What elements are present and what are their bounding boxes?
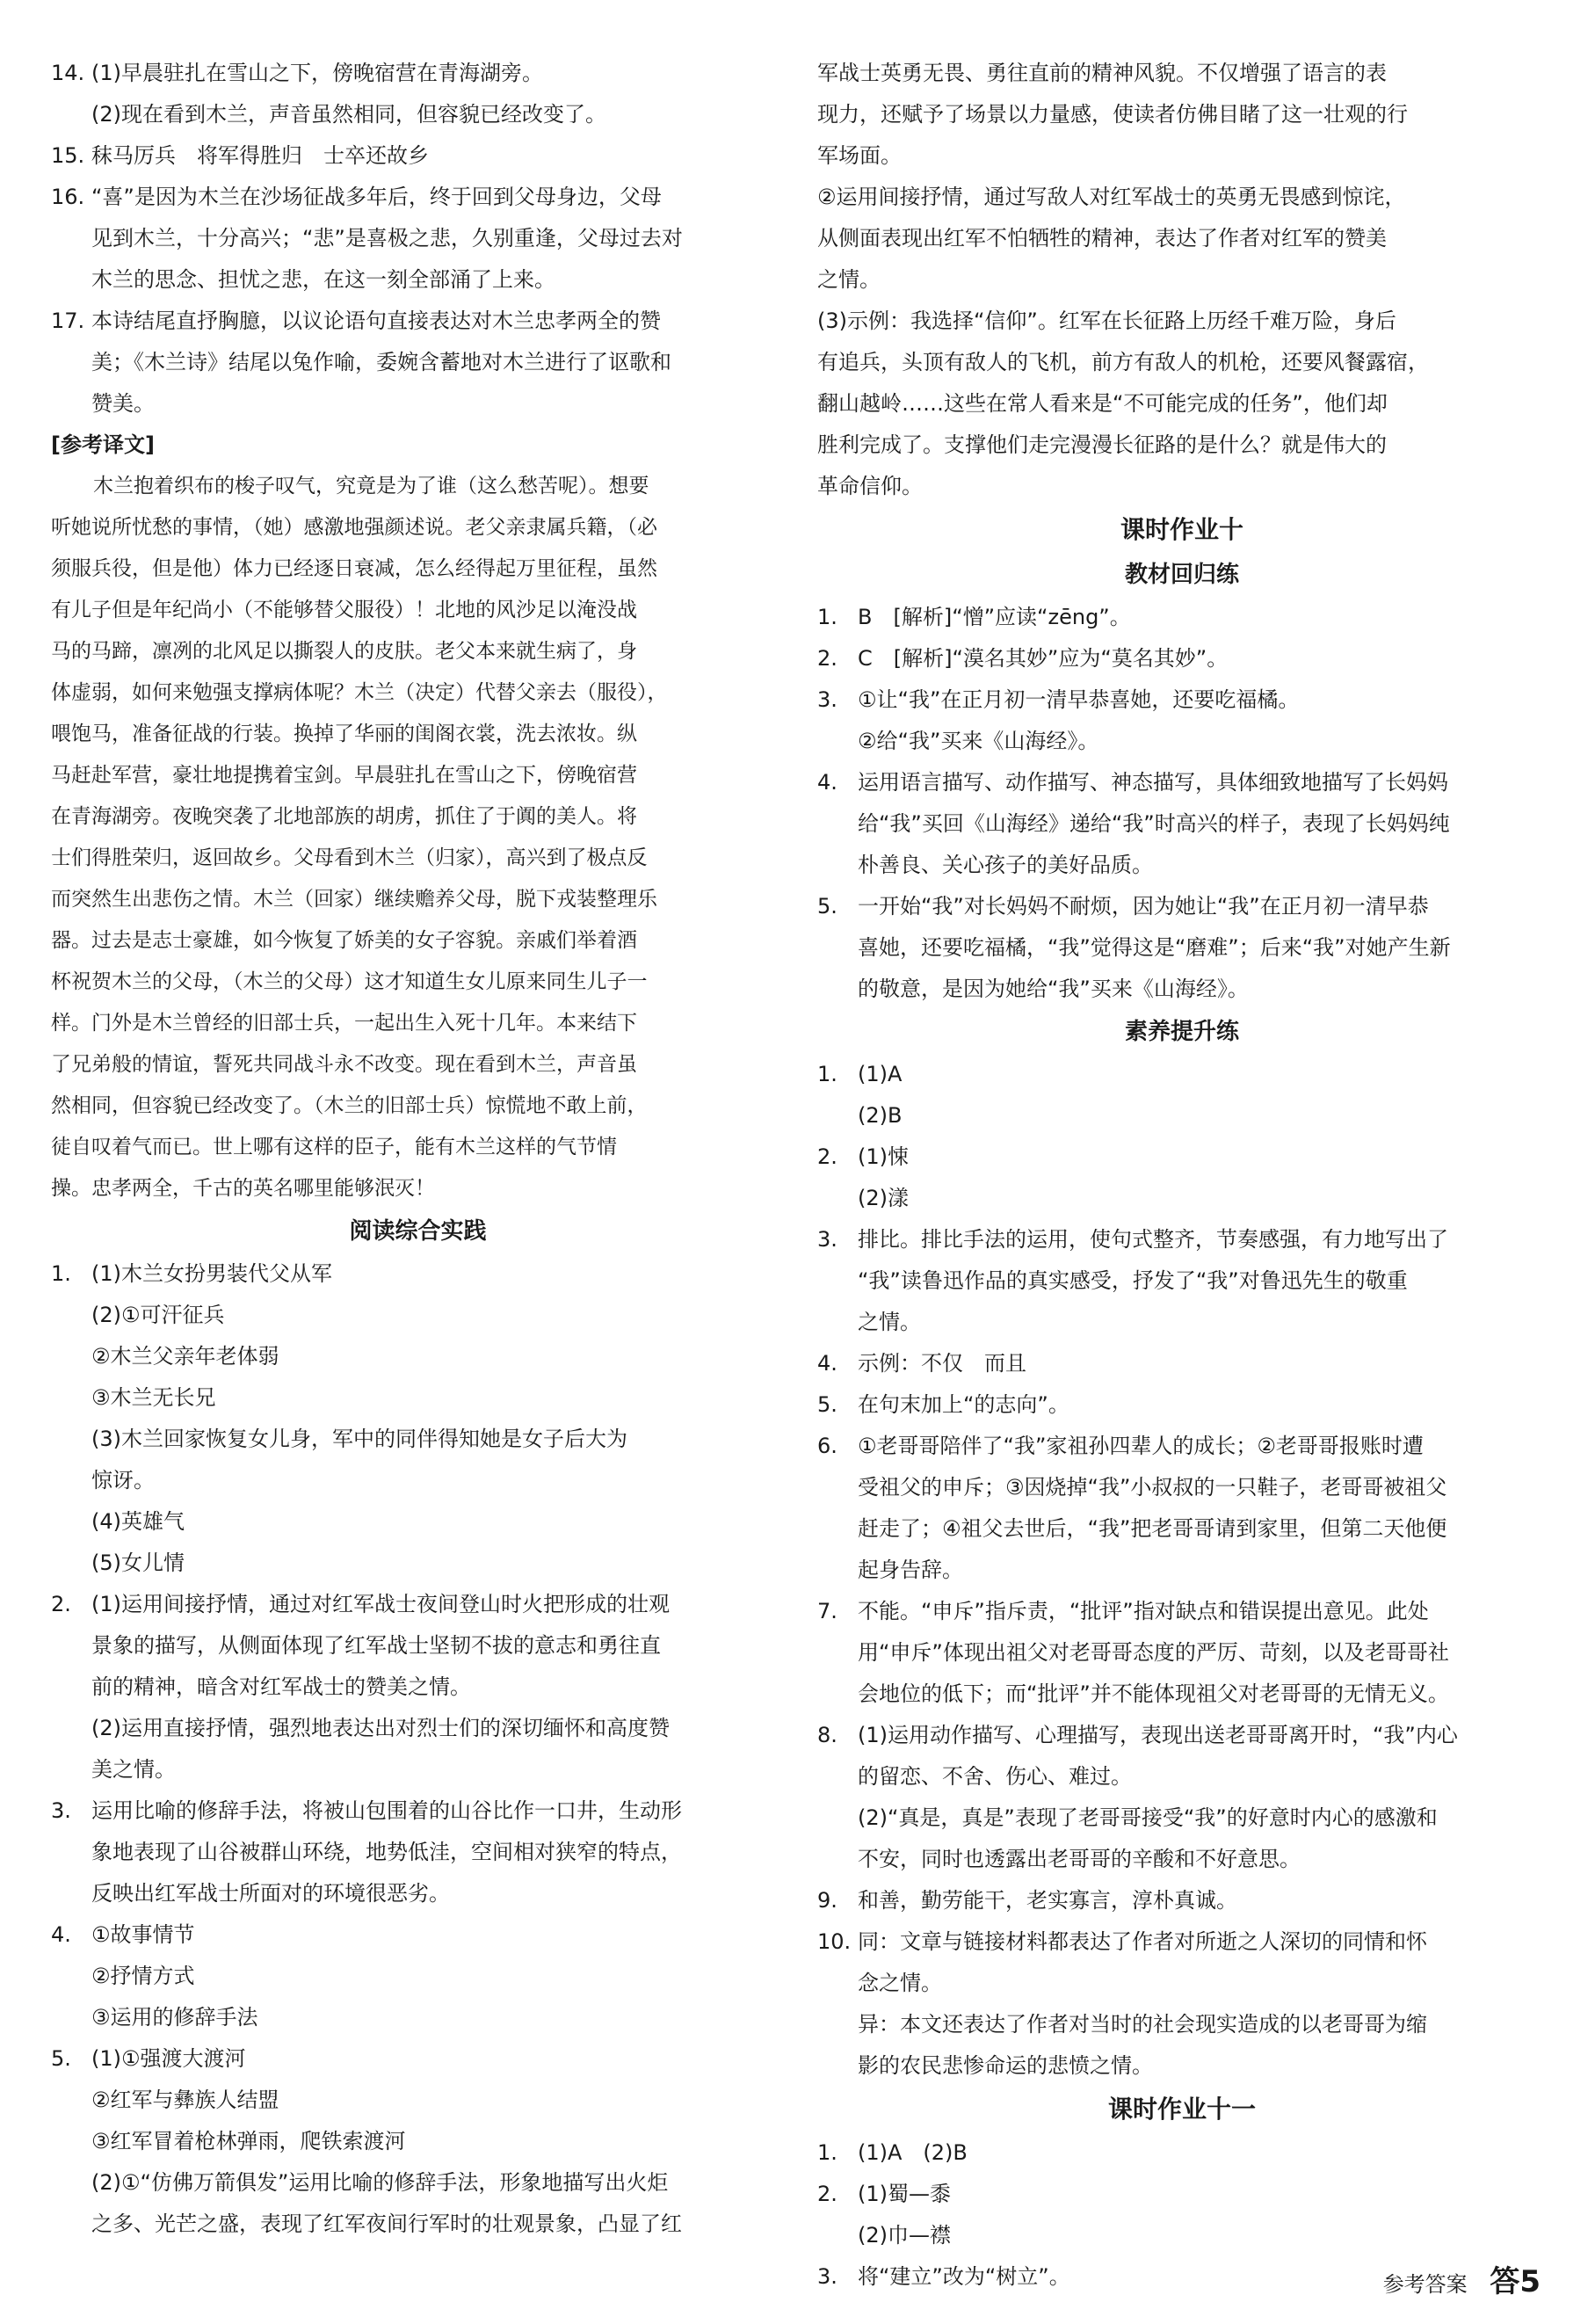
- answer-line: 给“我”买回《山海经》递给“我”时高兴的样子，表现了长妈妈纯: [858, 811, 1450, 836]
- answer-line: (2)①“仿佛万箭俱发”运用比喻的修辞手法，形象地描写出火炬: [91, 2170, 669, 2195]
- item-number: 9.: [817, 1888, 837, 1913]
- translation-line: 听她说所忧愁的事情，（她）感激地强颜述说。老父亲隶属兵籍，（必: [51, 516, 657, 539]
- answer-line: 的敬意，是因为她给“我”买来《山海经》。: [858, 977, 1249, 1001]
- right-column: [817, 53, 1547, 2298]
- answer-line: 军战士英勇无畏、勇往直前的精神风貌。不仅增强了语言的表: [817, 61, 1387, 85]
- answer-line: 排比。排比手法的运用，使句式整齐，节奏感强，有力地写出了: [858, 1227, 1448, 1252]
- answer-line: 将“建立”改为“树立”。: [858, 2264, 1070, 2289]
- answer-line: 翻山越岭……这些在常人看来是“不可能完成的任务”，他们却: [817, 391, 1388, 416]
- answer-item: [817, 597, 1547, 638]
- answer-line: 惊讶。: [91, 1468, 155, 1492]
- translation-line: 了兄弟般的情谊，誓死共同战斗永不改变。现在看到木兰，声音虽: [51, 1053, 637, 1076]
- answer-item: [51, 1790, 785, 1914]
- answer-item: [817, 1343, 1547, 1384]
- item-number: 2.: [817, 1144, 837, 1169]
- item-number: 1.: [817, 1062, 837, 1086]
- answer-line: 示例：不仅 而且: [858, 1351, 1026, 1376]
- answer-line: (1)木兰女扮男装代父从军: [91, 1261, 332, 1286]
- answer-line: C [解析]“漠名其妙”应为“莫名其妙”。: [858, 646, 1229, 671]
- answer-line: (2)B: [858, 1103, 903, 1128]
- section-heading: 阅读综合实践: [349, 1218, 487, 1245]
- translation-line: 样。门外是木兰曾经的旧部士兵，一起出生入死十几年。本来结下: [51, 1012, 637, 1035]
- item-number: 5.: [817, 1392, 837, 1417]
- translation-line: 操。忠孝两全，千古的英名哪里能够泯灭！: [51, 1177, 435, 1200]
- answer-line: (1)悚: [858, 1144, 909, 1169]
- answer-line: (1)蜀—黍: [858, 2182, 951, 2206]
- item-number: 1.: [51, 1261, 71, 1286]
- item-number: 15.: [51, 143, 85, 168]
- answer-line: 用“申斥”体现出祖父对老哥哥态度的严厉、苛刻，以及老哥哥社: [858, 1640, 1449, 1665]
- answer-line: ③运用的修辞手法: [91, 2005, 258, 2030]
- answer-line: 不能。“申斥”指斥责，“批评”指对缺点和错误提出意见。此处: [858, 1599, 1429, 1623]
- translation-line: 喂饱马，准备征战的行装。换掉了华丽的闺阁衣裳，洗去浓妆。纵: [51, 723, 637, 745]
- answer-line: ②抒情方式: [91, 1964, 195, 1988]
- answer-item: [817, 762, 1547, 886]
- left-column: [51, 53, 785, 2245]
- translation-line: 马的马蹄，凛冽的北风足以撕裂人的皮肤。老父本来就生病了，身: [51, 640, 637, 663]
- answer-line: (1)早晨驻扎在雪山之下，傍晚宿营在青海湖旁。: [91, 61, 543, 85]
- answer-item: [817, 638, 1547, 679]
- item-number: 2.: [817, 646, 837, 671]
- answer-line: ③木兰无长兄: [91, 1385, 216, 1410]
- answer-line: 同：文章与链接材料都表达了作者对所逝之人深切的同情和怀: [858, 1929, 1427, 1954]
- translation-line: 杯祝贺木兰的父母，（木兰的父母）这才知道生女儿原来同生儿子一: [51, 970, 648, 993]
- section-heading: 教材回归练: [1124, 562, 1239, 588]
- answer-line: ①故事情节: [91, 1922, 195, 1947]
- answer-line: “我”读鲁迅作品的真实感受，抒发了“我”对鲁迅先生的敬重: [858, 1268, 1408, 1293]
- answer-item: [817, 2174, 1547, 2256]
- answer-line: (1)①强渡大渡河: [91, 2046, 246, 2071]
- item-number: 10.: [817, 1929, 852, 1954]
- answer-item: [51, 2038, 785, 2245]
- lesson-heading: 课时作业十一: [1107, 2095, 1256, 2124]
- answer-line: 革命信仰。: [817, 474, 923, 498]
- answer-line: (3)示例：我选择“信仰”。红军在长征路上历经千难万险，身后: [817, 309, 1396, 333]
- answer-item: [817, 1880, 1547, 1921]
- answer-line: 一开始“我”对长妈妈不耐烦，因为她让“我”在正月初一清早恭: [858, 894, 1429, 919]
- answer-line: 本诗结尾直抒胸臆，以议论语句直接表达对木兰忠孝两全的赞: [91, 309, 661, 333]
- answer-line: 赞美。: [91, 391, 155, 416]
- answer-item: [51, 53, 785, 135]
- answer-line: 影的农民悲惨命运的悲愤之情。: [858, 2053, 1153, 2078]
- answer-line: (2)运用直接抒情，强烈地表达出对烈士们的深切缅怀和高度赞: [91, 1716, 670, 1740]
- answer-line: 现力，还赋予了场景以力量感，使读者仿佛目睹了这一壮观的行: [817, 102, 1408, 127]
- item-number: 14.: [51, 61, 85, 85]
- answer-line: (1)运用间接抒情，通过对红军战士夜间登山时火把形成的壮观: [91, 1592, 670, 1616]
- answer-item: [817, 1219, 1547, 1343]
- answer-line: 运用语言描写、动作描写、神态描写，具体细致地描写了长妈妈: [858, 770, 1448, 795]
- answer-line: (1)运用动作描写、心理描写，表现出送老哥哥离开时，“我”内心: [858, 1723, 1458, 1747]
- answer-continuation: [817, 53, 1547, 507]
- translation-line: 木兰抱着织布的梭子叹气，究竟是为了谁（这么愁苦呢）。想要: [93, 475, 649, 497]
- answer-line: 之多、光芒之盛，表现了红军夜间行军时的壮观景象，凸显了红: [91, 2211, 682, 2236]
- answer-line: 前的精神，暗含对红军战士的赞美之情。: [91, 1674, 471, 1699]
- answer-line: (2)①可汗征兵: [91, 1303, 225, 1327]
- answer-line: (4)英雄气: [91, 1509, 185, 1534]
- answer-line: 美之情。: [91, 1757, 176, 1782]
- item-number: 3.: [817, 1227, 837, 1252]
- answer-line: 从侧面表现出红军不怕牺牲的精神，表达了作者对红军的赞美: [817, 226, 1387, 251]
- answer-line: 在句末加上“的志向”。: [858, 1392, 1069, 1417]
- item-number: 4.: [817, 1351, 837, 1376]
- translation-line: 器。过去是志士豪雄，如今恢复了娇美的女子容貌。亲戚们举着酒: [51, 929, 637, 952]
- answer-line: ②红军与彝族人结盟: [91, 2088, 279, 2112]
- translation-line: 然相同，但容貌已经改变了。（木兰的旧部士兵）惊慌地不敢上前，: [51, 1094, 648, 1117]
- translation-line: 须服兵役，但是他）体力已经逐日衰减，怎么经得起万里征程，虽然: [51, 557, 657, 580]
- answer-line: (2)巾—襟: [858, 2223, 951, 2248]
- item-number: 1.: [817, 2140, 837, 2165]
- answer-line: 不安，同时也透露出老哥哥的辛酸和不好意思。: [858, 1847, 1301, 1871]
- answer-line: (2)“真是，真是”表现了老哥哥接受“我”的好意时内心的感激和: [858, 1805, 1438, 1830]
- answer-line: ②运用间接抒情，通过写敌人对红军战士的英勇无畏感到惊诧，: [817, 185, 1406, 209]
- answer-item: [817, 2132, 1547, 2174]
- answer-line: 赶走了；④祖父去世后，“我”把老哥哥请到家里，但第二天他便: [858, 1516, 1447, 1541]
- answer-line: ②给“我”买来《山海经》。: [858, 729, 1099, 753]
- answer-item: [817, 1715, 1547, 1880]
- answer-item: [51, 1584, 785, 1790]
- answer-item: [51, 301, 785, 425]
- page-number: 答5: [1490, 2264, 1541, 2299]
- answer-line: 喜她，还要吃福橘，“我”觉得这是“磨难”；后来“我”对她产生新: [858, 935, 1451, 960]
- answer-line: 运用比喻的修辞手法，将被山包围着的山谷比作一口井，生动形: [91, 1798, 682, 1823]
- answer-line: 之情。: [858, 1310, 921, 1334]
- translation-line: 马赶赴军营，豪壮地提携着宝剑。早晨驻扎在雪山之下，傍晚宿营: [51, 764, 637, 787]
- answer-item: [51, 1914, 785, 2038]
- answer-item: [817, 1137, 1547, 1219]
- translation-line: 而突然生出悲伤之情。木兰（回家）继续赡养父母，脱下戎装整理乐: [51, 888, 657, 911]
- answer-line: 有追兵，头顶有敌人的飞机，前方有敌人的机枪，还要风餐露宿，: [817, 350, 1429, 374]
- item-number: 7.: [817, 1599, 837, 1623]
- item-number: 2.: [817, 2182, 837, 2206]
- answer-line: (1)A: [858, 1062, 903, 1086]
- answer-item: [817, 1921, 1547, 2087]
- answer-item: [817, 1054, 1547, 1137]
- item-number: 4.: [51, 1922, 71, 1947]
- answer-line: ①让“我”在正月初一清早恭喜她，还要吃福橘。: [858, 687, 1300, 712]
- answer-item: [817, 1384, 1547, 1426]
- answer-line: 朴善良、关心孩子的美好品质。: [858, 853, 1153, 877]
- answer-line: (5)女儿情: [91, 1551, 185, 1575]
- answer-line: (3)木兰回家恢复女儿身，军中的同伴得知她是女子后大为: [91, 1427, 627, 1451]
- answer-line: 异：本文还表达了作者对当时的社会现实造成的以老哥哥为缩: [858, 2012, 1427, 2037]
- translation-paragraph: [51, 466, 785, 1209]
- answer-line: 木兰的思念、担忧之悲，在这一刻全部涌了上来。: [91, 267, 555, 292]
- answer-line: 的留恋、不舍、伤心、难过。: [858, 1764, 1132, 1789]
- item-number: 4.: [817, 770, 837, 795]
- answer-item: [51, 177, 785, 301]
- answer-line: 和善，勤劳能干，老实寡言，淳朴真诚。: [858, 1888, 1237, 1913]
- answer-item: [817, 1426, 1547, 1591]
- answer-line: ①老哥哥陪伴了“我”家祖孙四辈人的成长；②老哥哥报账时遭: [858, 1434, 1424, 1458]
- answer-line: 景象的描写，从侧面体现了红军战士坚韧不拔的意志和勇往直: [91, 1633, 661, 1658]
- answer-line: ③红军冒着枪林弹雨，爬铁索渡河: [91, 2129, 406, 2153]
- answer-line: 秣马厉兵 将军得胜归 士卒还故乡: [91, 143, 429, 168]
- item-number: 3.: [817, 687, 837, 712]
- answer-item: [51, 1253, 785, 1584]
- translation-line: 士们得胜荣归，返回故乡。父母看到木兰（归家），高兴到了极点反: [51, 846, 648, 869]
- translation-line: 体虚弱，如何来勉强支撑病体呢？木兰（决定）代替父亲去（服役），: [51, 681, 668, 704]
- lesson-heading: 课时作业十: [1120, 515, 1243, 544]
- answer-item: [817, 1591, 1547, 1715]
- item-number: 5.: [51, 2046, 71, 2071]
- answer-line: (2)现在看到木兰，声音虽然相同，但容貌已经改变了。: [91, 102, 606, 127]
- item-number: 17.: [51, 309, 85, 333]
- answer-line: B [解析]“憎”应读“zēng”。: [858, 605, 1131, 629]
- item-number: 2.: [51, 1592, 71, 1616]
- answer-item: [817, 886, 1547, 1010]
- answer-line: (1)A (2)B: [858, 2140, 968, 2165]
- page-footer: [1383, 2257, 1541, 2300]
- item-number: 1.: [817, 605, 837, 629]
- section-heading: 素养提升练: [1124, 1019, 1239, 1045]
- answer-line: 起身告辞。: [858, 1558, 963, 1582]
- item-number: 5.: [817, 894, 837, 919]
- answer-line: 念之情。: [858, 1971, 942, 1995]
- translation-tag: [参考译文]: [51, 432, 155, 457]
- answer-line: 胜利完成了。支撑他们走完漫漫长征路的是什么？就是伟大的: [817, 432, 1387, 457]
- answer-line: “喜”是因为木兰在沙场征战多年后，终于回到父母身边，父母: [91, 185, 662, 209]
- item-number: 8.: [817, 1723, 837, 1747]
- translation-line: 在青海湖旁。夜晚突袭了北地部族的胡虏，抓住了于阗的美人。将: [51, 805, 637, 828]
- answer-line: 反映出红军战士所面对的环境很恶劣。: [91, 1881, 450, 1906]
- item-number: 16.: [51, 185, 85, 209]
- answer-line: ②木兰父亲年老体弱: [91, 1344, 279, 1369]
- translation-line: 徒自叹着气而已。世上哪有这样的臣子，能有木兰这样的气节情: [51, 1136, 617, 1158]
- answer-line: 美；《木兰诗》结尾以兔作喻，委婉含蓄地对木兰进行了讴歌和: [91, 350, 671, 374]
- item-number: 6.: [817, 1434, 837, 1458]
- answer-item: [817, 679, 1547, 762]
- answer-line: 象地表现了山谷被群山环绕，地势低洼，空间相对狭窄的特点，: [91, 1840, 682, 1864]
- item-number: 3.: [817, 2264, 837, 2289]
- answer-line: (2)漾: [858, 1186, 909, 1210]
- answer-line: 之情。: [817, 267, 881, 292]
- answer-item: [51, 135, 785, 177]
- answer-line: 受祖父的申斥；③因烧掉“我”小叔叔的一只鞋子，老哥哥被祖父: [858, 1475, 1447, 1500]
- answer-line: 见到木兰，十分高兴；“悲”是喜极之悲，久别重逢，父母过去对: [91, 226, 683, 251]
- footer-label: 参考答案: [1382, 2272, 1468, 2297]
- item-number: 3.: [51, 1798, 71, 1823]
- answer-line: 会地位的低下；而“批评”并不能体现祖父对老哥哥的无情无义。: [858, 1681, 1449, 1706]
- translation-line: 有儿子但是年纪尚小（不能够替父服役）！北地的风沙足以淹没战: [51, 599, 637, 621]
- answer-line: 军场面。: [817, 143, 902, 168]
